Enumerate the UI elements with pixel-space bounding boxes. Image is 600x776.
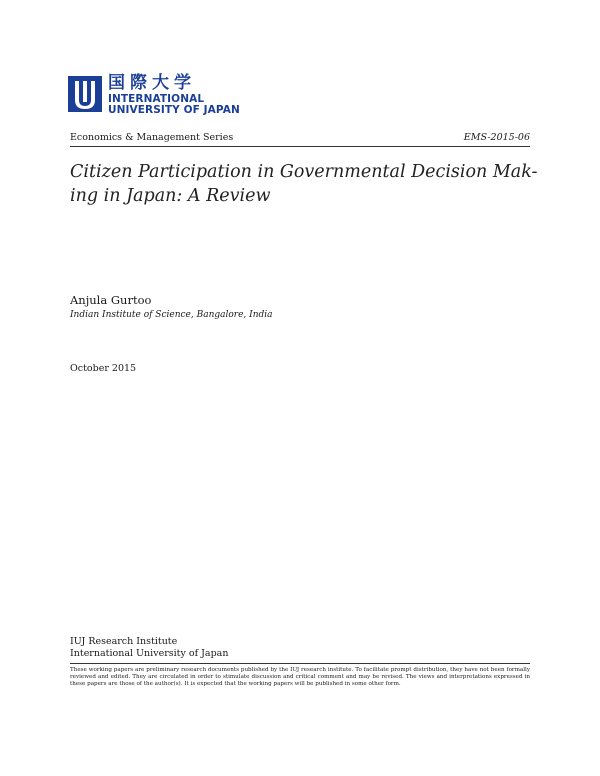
logo-text-university-of-japan: UNIVERSITY OF JAPAN	[108, 104, 240, 116]
author-name: Anjula Gurtoo	[70, 293, 152, 307]
paper-title	[70, 160, 538, 208]
logo-kanji-text: 国際大学	[108, 73, 196, 93]
paper-title-line-1: Citizen Participation in Governmental Decision Mak-	[70, 162, 538, 182]
university-name: International University of Japan	[70, 648, 229, 659]
logo-text-international: INTERNATIONAL	[108, 93, 205, 105]
iuj-emblem-icon	[68, 76, 102, 112]
series-code: EMS-2015-06	[463, 132, 530, 143]
series-name: Economics & Management Series	[70, 132, 234, 143]
disclaimer-text: These working papers are preliminary research documents published by the IUJ research institute. To facilitate prompt distribution, they have not been formally reviewed and edited. They are circulated in order to stimulate discussion and critical comment and may be revised. The views and interpretations expressed in these papers are those of the author(s). It is expected that the working papers will be published in some other form.	[70, 667, 530, 688]
header-divider	[70, 146, 530, 147]
publication-date: October 2015	[70, 363, 137, 374]
series-header	[70, 131, 530, 145]
paper-title-line-2: ing in Japan: A Review	[70, 186, 271, 206]
footer-divider	[70, 663, 530, 664]
author-affiliation: Indian Institute of Science, Bangalore, India	[70, 310, 273, 320]
institute-name: IUJ Research Institute	[70, 636, 178, 647]
university-logo	[68, 74, 260, 116]
